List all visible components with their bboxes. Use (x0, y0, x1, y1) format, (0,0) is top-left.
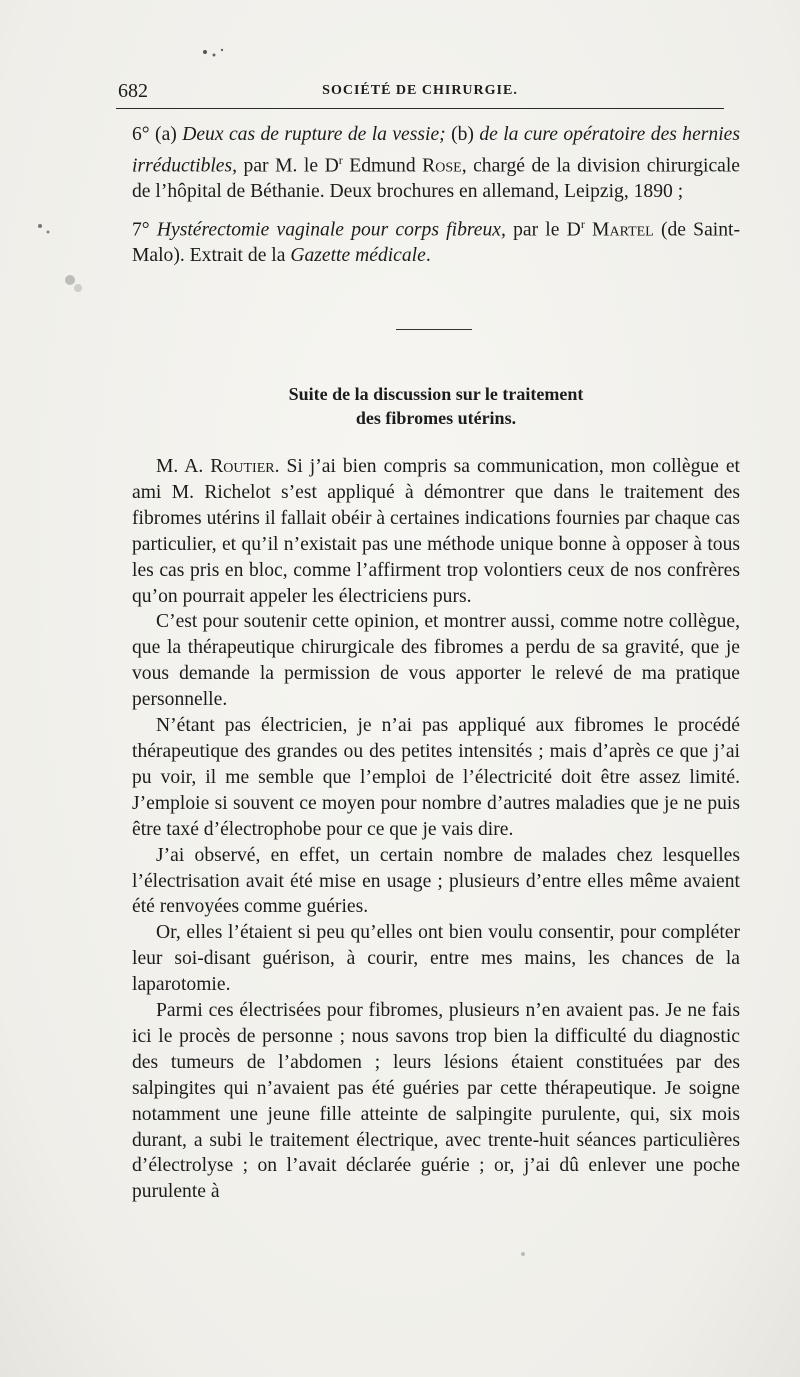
publication-list (132, 122, 740, 269)
page-number: 682 (118, 80, 148, 102)
paragraph: J’ai observé, en effet, un certain nombre de malades chez lesquelles l’électrisation avait été mise en usage ; plusieurs d’entre elles même avaient été renvoyées comme guéries. (132, 844, 740, 918)
list-item: 7° Hystérectomie vaginale pour corps fibreux, par le $D^r$ Martel (de Saint-Malo). Extrait de la Gazette médicale. (132, 217, 740, 267)
paragraph: C’est pour soutenir cette opinion, et montrer aussi, comme notre collègue, que la thérapeutique chirurgicale des fibromes a perdu de sa gravité, que je vous demande la permission de vous apporter le relevé de ma pratique personnelle. (132, 611, 740, 711)
discussion-body (132, 454, 740, 1205)
paragraph: Or, elles l’étaient si peu qu’elles ont bien voulu consentir, pour compléter leur soi-disant guérison, à courir, entre mes mains, les chances de la laparotomie. (132, 922, 740, 996)
paragraph: Parmi ces électrisées pour fibromes, plusieurs n’en avaient pas. Je ne fais ici le procès de personne ; nous savons trop bien la difficulté du diagnostic des tumeurs de l’abdomen ; leurs lésions étaient constituées par des salpingites qui n’avaient pas été guéries par cette thérapeutique. Je soigne notamment une jeune fille atteinte de salpingite purulente, qui, six mois durant, a subi le traitement électrique, avec trente-huit séances particulières d’électrolyse ; on l’avait déclarée guérie ; or, j’ai dû enlever une poche purulente à (132, 1000, 740, 1203)
paragraph: M. A. Routier. Si j’ai bien compris sa communication, mon collègue et ami M. Richelot s’est appliqué à démontrer que dans le traitement des fibromes utérins il fallait obéir à certaines indications fournies par chaque cas particulier, et qu’il n’existait pas une méthode unique bonne à opposer à tous les cas pris en bloc, comme l’affirment trop volontiers ceux de nos confrères qu’on pourrait appeler les électriciens purs. (132, 456, 740, 607)
section-title: Suite de la discussion sur le traitement des fibromes utérins. (288, 384, 584, 428)
page-header (116, 80, 724, 109)
paragraph: N’étant pas électricien, je n’ai pas appliqué aux fibromes le procédé thérapeutique des grandes ou des petites intensités ; mais d’après ce que j’ai pu voir, il me semble que l’emploi de l’électricité doit être assez limité. J’emploie si souvent ce moyen pour nombre d’autres maladies que je ne puis être taxé d’électrophobe pour ce que je vais dire. (132, 715, 740, 840)
speaker-name: M. A. Routier. (156, 456, 280, 477)
section-separator (396, 329, 472, 330)
running-head: SOCIÉTÉ DE CHIRURGIE. (322, 83, 518, 98)
list-item: 6° (a) Deux cas de rupture de la vessie; (b) de la cure opératoire des hernies irréductibles, par M. le $D^r$ Edmund Rose, chargé de la division chirurgicale de l’hôpital de Béthanie. Deux brochures en allemand, Leipzig, 1890 ; (132, 124, 740, 202)
